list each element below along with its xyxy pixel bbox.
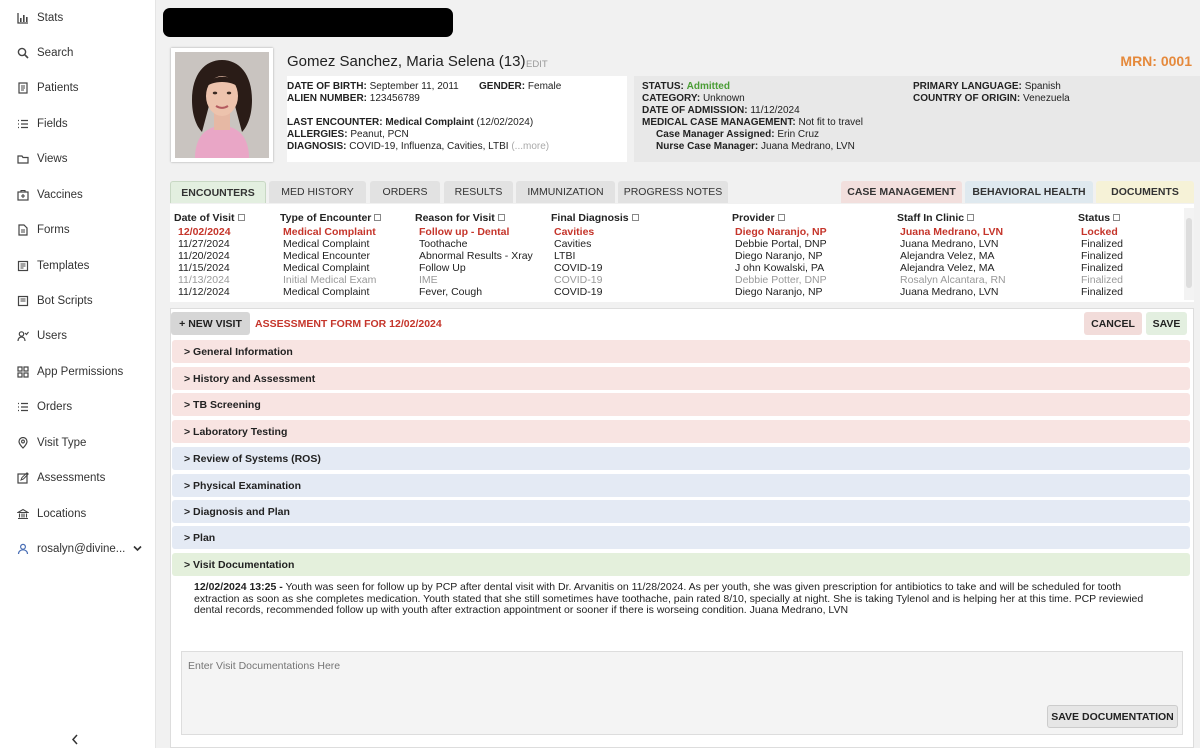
alien-number-value: 123456789 bbox=[369, 93, 420, 104]
new-visit-button[interactable]: + NEW VISIT bbox=[171, 312, 250, 335]
column-header-label: Provider bbox=[732, 212, 775, 224]
cell-date: 11/12/2024 bbox=[178, 286, 230, 298]
alien-number-label: ALIEN NUMBER: bbox=[287, 93, 367, 104]
allergies-value: Peanut, PCN bbox=[350, 129, 409, 140]
cell-date: 11/13/2024 bbox=[178, 274, 230, 286]
sidebar-item-forms[interactable] bbox=[0, 215, 156, 245]
sidebar-item-visit-type[interactable] bbox=[0, 428, 156, 458]
users-icon bbox=[16, 329, 30, 343]
sidebar-item-locations[interactable] bbox=[0, 499, 156, 529]
tab-case-management[interactable]: CASE MANAGEMENT bbox=[841, 181, 962, 203]
save-documentation-button[interactable]: SAVE DOCUMENTATION bbox=[1047, 705, 1178, 728]
cell-provider: Diego Naranjo, NP bbox=[735, 286, 823, 298]
sort-icon[interactable] bbox=[238, 214, 245, 221]
sidebar-item-label: Users bbox=[37, 330, 68, 342]
cell-type: Medical Encounter bbox=[283, 250, 370, 262]
templates-icon bbox=[16, 259, 30, 273]
sidebar-item-fields[interactable] bbox=[0, 109, 156, 139]
sidebar-item-patients[interactable] bbox=[0, 73, 156, 103]
sidebar-item-label: Templates bbox=[37, 260, 90, 272]
primary-language-value: Spanish bbox=[1024, 81, 1061, 92]
cell-type: Medical Complaint bbox=[283, 262, 370, 274]
patients-icon bbox=[16, 81, 30, 95]
mrn-label: MRN: 0001 bbox=[1120, 53, 1192, 69]
table-row[interactable] bbox=[170, 226, 1180, 238]
cell-diagnosis: LTBI bbox=[554, 250, 576, 262]
cell-staff: Alejandra Velez, MA bbox=[900, 262, 995, 274]
sidebar-item-label: Views bbox=[37, 153, 68, 165]
column-header-reason-for-visit[interactable] bbox=[415, 212, 505, 224]
sidebar-item-label: Locations bbox=[37, 508, 87, 520]
alien-number-field bbox=[287, 93, 420, 104]
table-row[interactable] bbox=[170, 262, 1180, 274]
column-header-label: Date of Visit bbox=[174, 212, 235, 224]
sort-icon[interactable] bbox=[374, 214, 381, 221]
dob-value: September 11, 2011 bbox=[369, 81, 459, 92]
tab-results[interactable]: RESULTS bbox=[444, 181, 513, 203]
dob-label: DATE OF BIRTH: bbox=[287, 81, 367, 92]
cell-reason: IME bbox=[419, 274, 438, 286]
search-icon bbox=[16, 46, 30, 60]
assessment-panel bbox=[170, 308, 1194, 748]
primary-language-field bbox=[913, 81, 1061, 92]
sidebar-item-assessments[interactable] bbox=[0, 463, 156, 493]
stats-icon bbox=[16, 11, 30, 25]
fields-icon bbox=[16, 117, 30, 131]
cell-reason: Fever, Cough bbox=[419, 286, 483, 298]
allergies-label: ALLERGIES: bbox=[287, 129, 348, 140]
nurse-case-manager-field bbox=[656, 141, 855, 152]
status-label: STATUS: bbox=[642, 81, 684, 92]
cell-provider: Debbie Potter, DNP bbox=[735, 274, 827, 286]
column-header-label: Reason for Visit bbox=[415, 212, 495, 224]
documentation-body: Youth was seen for follow up by PCP after dental visit with Dr. Arvanitis on 11/28/2024. As per youth, she was given prescription for antibiotics to take and will be scheduled for tooth extraction as soon as she completes medication. Youth stated that she still sometimes have toothache, pain rated 8/10, specially at night. She is taking Tylenol and is helping her at this time. PCP reviewied dental records, recommended follow up with youth after extraction appointment or sooner if there is worseing condition. Juana Medrano, LVN bbox=[194, 581, 1144, 616]
cell-status: Finalized bbox=[1081, 262, 1124, 274]
cell-diagnosis: Cavities bbox=[554, 238, 592, 250]
sidebar-item-label: Visit Type bbox=[37, 437, 87, 449]
cell-type: Initial Medical Exam bbox=[283, 274, 377, 286]
tab-med-history[interactable]: MED HISTORY bbox=[269, 181, 366, 203]
section-history-and-assessment[interactable]: > History and Assessment bbox=[172, 367, 1190, 390]
cell-provider: Diego Naranjo, NP bbox=[735, 226, 827, 238]
vaccines-icon bbox=[16, 188, 30, 202]
nurse-case-manager-label: Nurse Case Manager: bbox=[656, 141, 759, 152]
tab-documents[interactable]: DOCUMENTS bbox=[1096, 181, 1194, 203]
column-header-label: Status bbox=[1078, 212, 1111, 224]
country-of-origin-label: COUNTRY OF ORIGIN: bbox=[913, 93, 1021, 104]
medical-case-management-field bbox=[642, 117, 863, 128]
chevron-left-icon[interactable] bbox=[66, 730, 84, 748]
locations-icon bbox=[16, 507, 30, 521]
cell-type: Medical Complaint bbox=[283, 286, 370, 298]
orders-icon bbox=[16, 400, 30, 414]
tab-encounters[interactable]: ENCOUNTERS bbox=[170, 181, 266, 203]
dob-field bbox=[287, 81, 459, 92]
sidebar-item-label: Vaccines bbox=[37, 189, 83, 201]
patient-name: Gomez Sanchez, Maria Selena (13) bbox=[287, 53, 526, 70]
table-row[interactable] bbox=[170, 286, 1180, 298]
category-label: CATEGORY: bbox=[642, 93, 701, 104]
section-tb-screening[interactable]: > TB Screening bbox=[172, 393, 1190, 416]
admission-date-field bbox=[642, 105, 800, 116]
visit-documentation-entry bbox=[194, 582, 1164, 617]
cell-status: Finalized bbox=[1081, 238, 1124, 250]
admission-date-label: DATE OF ADMISSION: bbox=[642, 105, 748, 116]
sidebar-item-views[interactable] bbox=[0, 144, 156, 174]
column-header-label: Final Diagnosis bbox=[551, 212, 629, 224]
patient-status-panel bbox=[634, 76, 1200, 162]
cell-date: 11/15/2024 bbox=[178, 262, 230, 274]
user-menu[interactable] bbox=[0, 534, 156, 564]
cell-status: Finalized bbox=[1081, 250, 1124, 262]
views-icon bbox=[16, 152, 30, 166]
section-visit-documentation[interactable]: > Visit Documentation bbox=[172, 553, 1190, 576]
section-general-information[interactable]: > General Information bbox=[172, 340, 1190, 363]
assessments-icon bbox=[16, 471, 30, 485]
table-row[interactable] bbox=[170, 274, 1180, 286]
sort-icon[interactable] bbox=[778, 214, 785, 221]
app-permissions-icon bbox=[16, 365, 30, 379]
tab-behavioral-health[interactable]: BEHAVIORAL HEALTH bbox=[965, 181, 1093, 203]
gender-label: GENDER: bbox=[479, 81, 526, 92]
status-field bbox=[642, 81, 730, 92]
last-encounter-label: LAST ENCOUNTER: bbox=[287, 117, 383, 128]
table-row[interactable] bbox=[170, 238, 1180, 250]
sidebar-item-app-permissions[interactable] bbox=[0, 357, 156, 387]
cell-staff: Juana Medrano, LVN bbox=[900, 226, 1004, 238]
cell-provider: Diego Naranjo, NP bbox=[735, 250, 823, 262]
sidebar-item-label: App Permissions bbox=[37, 366, 124, 378]
sidebar-item-label: Search bbox=[37, 47, 74, 59]
cell-reason: Follow up - Dental bbox=[419, 226, 510, 238]
cell-reason: Toothache bbox=[419, 238, 468, 250]
cell-provider: J ohn Kowalski, PA bbox=[735, 262, 825, 274]
column-header-status[interactable] bbox=[1078, 212, 1120, 224]
cell-provider: Debbie Portal, DNP bbox=[735, 238, 827, 250]
case-manager-label: Case Manager Assigned: bbox=[656, 129, 775, 140]
cell-reason: Follow Up bbox=[419, 262, 466, 274]
sidebar-item-vaccines[interactable] bbox=[0, 180, 156, 210]
scrollbar-thumb[interactable] bbox=[1186, 218, 1192, 288]
table-row[interactable] bbox=[170, 250, 1180, 262]
cell-diagnosis: COVID-19 bbox=[554, 274, 603, 286]
category-value: Unknown bbox=[702, 93, 745, 104]
cell-staff: Juana Medrano, LVN bbox=[900, 238, 999, 250]
sidebar-item-label: Patients bbox=[37, 82, 79, 94]
category-field bbox=[642, 93, 745, 104]
last-encounter-type: Medical Complaint bbox=[385, 117, 474, 128]
case-manager-field bbox=[656, 129, 819, 140]
tab-orders[interactable]: ORDERS bbox=[370, 181, 440, 203]
cell-date: 11/27/2024 bbox=[178, 238, 230, 250]
cell-diagnosis: COVID-19 bbox=[554, 286, 603, 298]
cell-date: 11/20/2024 bbox=[178, 250, 230, 262]
cell-status: Finalized bbox=[1081, 286, 1124, 298]
sidebar bbox=[0, 0, 156, 748]
column-header-staff-in-clinic[interactable] bbox=[897, 212, 974, 224]
sidebar-item-label: Forms bbox=[37, 224, 70, 236]
section-review-of-systems[interactable]: > Review of Systems (ROS) bbox=[172, 447, 1190, 470]
country-of-origin-value: Venezuela bbox=[1023, 93, 1070, 104]
documentation-timestamp: 12/02/2024 13:25 - bbox=[194, 581, 283, 593]
encounters-table bbox=[170, 204, 1194, 302]
last-encounter-field bbox=[287, 117, 533, 128]
cell-staff: Rosalyn Alcantara, RN bbox=[900, 274, 1006, 286]
gender-field bbox=[479, 81, 561, 92]
sort-icon[interactable] bbox=[632, 214, 639, 221]
bot-scripts-icon bbox=[16, 294, 30, 308]
primary-language-label: PRIMARY LANGUAGE: bbox=[913, 81, 1022, 92]
column-header-type-of-encounter[interactable] bbox=[280, 212, 381, 224]
redacted-bar bbox=[163, 8, 453, 37]
save-button[interactable]: SAVE bbox=[1146, 312, 1187, 335]
patient-photo bbox=[171, 48, 273, 162]
admission-date-value: 11/12/2024 bbox=[750, 105, 800, 116]
last-encounter-date: (12/02/2024) bbox=[476, 117, 534, 128]
sidebar-item-orders[interactable] bbox=[0, 392, 156, 422]
cell-type: Medical Complaint bbox=[283, 238, 370, 250]
main-content bbox=[156, 0, 1200, 748]
cell-staff: Juana Medrano, LVN bbox=[900, 286, 999, 298]
cell-type: Medical Complaint bbox=[283, 226, 376, 238]
cell-date: 12/02/2024 bbox=[178, 226, 231, 238]
column-header-final-diagnosis[interactable] bbox=[551, 212, 639, 224]
column-header-label: Staff In Clinic bbox=[897, 212, 965, 224]
section-laboratory-testing[interactable]: > Laboratory Testing bbox=[172, 420, 1190, 443]
cell-status: Finalized bbox=[1081, 274, 1124, 286]
cell-diagnosis: Cavities bbox=[554, 226, 595, 238]
sidebar-item-label: Stats bbox=[37, 12, 64, 24]
sidebar-item-stats[interactable] bbox=[0, 3, 156, 33]
sidebar-item-templates[interactable] bbox=[0, 251, 156, 281]
sidebar-item-label: Fields bbox=[37, 118, 68, 130]
chevron-down-icon bbox=[133, 543, 142, 555]
cell-diagnosis: COVID-19 bbox=[554, 262, 603, 274]
section-physical-examination[interactable]: > Physical Examination bbox=[172, 474, 1190, 497]
edit-patient-link[interactable]: EDIT bbox=[526, 59, 548, 70]
nurse-case-manager-value: Juana Medrano, LVN bbox=[761, 141, 855, 152]
sort-icon[interactable] bbox=[967, 214, 974, 221]
medical-case-management-value: Not fit to travel bbox=[798, 117, 863, 128]
diagnosis-more-link[interactable]: (...more) bbox=[511, 141, 550, 152]
section-plan[interactable]: > Plan bbox=[172, 526, 1190, 549]
sidebar-item-label: Assessments bbox=[37, 472, 106, 484]
assessment-form-title: ASSESSMENT FORM FOR 12/02/2024 bbox=[255, 318, 442, 330]
cell-status: Locked bbox=[1081, 226, 1118, 238]
cancel-button[interactable]: CANCEL bbox=[1084, 312, 1142, 335]
allergies-field bbox=[287, 129, 409, 140]
column-header-date-of-visit[interactable] bbox=[174, 212, 245, 224]
user-email: rosalyn@divine... bbox=[37, 543, 126, 555]
tab-progress-notes[interactable]: PROGRESS NOTES bbox=[618, 181, 728, 203]
sidebar-item-bot-scripts[interactable] bbox=[0, 286, 156, 316]
country-of-origin-field bbox=[913, 93, 1070, 104]
cell-reason: Abnormal Results - Xray bbox=[419, 250, 533, 262]
diagnosis-field bbox=[287, 141, 549, 152]
cell-staff: Alejandra Velez, MA bbox=[900, 250, 995, 262]
sidebar-item-label: Bot Scripts bbox=[37, 295, 93, 307]
sidebar-item-search[interactable] bbox=[0, 38, 156, 68]
visit-documentation-input[interactable] bbox=[181, 651, 1183, 735]
diagnosis-label: DIAGNOSIS: bbox=[287, 141, 347, 152]
case-manager-value: Erin Cruz bbox=[777, 129, 820, 140]
status-badge: Admitted bbox=[686, 81, 730, 92]
sidebar-item-label: Orders bbox=[37, 401, 73, 413]
visit-type-icon bbox=[16, 436, 30, 450]
column-header-provider[interactable] bbox=[732, 212, 785, 224]
column-header-label: Type of Encounter bbox=[280, 212, 372, 224]
table-scrollbar[interactable] bbox=[1184, 208, 1194, 300]
gender-value: Female bbox=[527, 81, 562, 92]
diagnosis-value: COVID-19, Influenza, Cavities, LTBI bbox=[349, 141, 509, 152]
section-diagnosis-and-plan[interactable]: > Diagnosis and Plan bbox=[172, 500, 1190, 523]
medical-case-management-label: MEDICAL CASE MANAGEMENT: bbox=[642, 117, 796, 128]
patient-demographics bbox=[287, 76, 627, 162]
sidebar-item-users[interactable] bbox=[0, 321, 156, 351]
sort-icon[interactable] bbox=[498, 214, 505, 221]
sort-icon[interactable] bbox=[1113, 214, 1120, 221]
user-icon bbox=[16, 542, 30, 556]
forms-icon bbox=[16, 223, 30, 237]
tab-immunization[interactable]: IMMUNIZATION bbox=[516, 181, 615, 203]
